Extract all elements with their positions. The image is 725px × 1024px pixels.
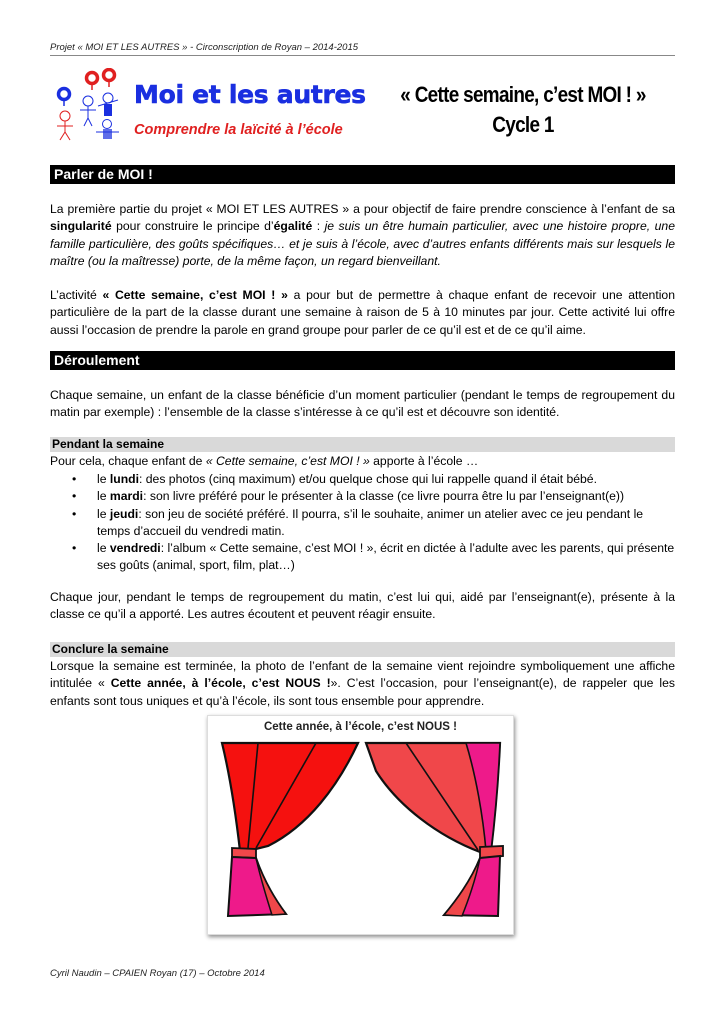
running-header: Projet « MOI ET LES AUTRES » - Circonscription de Royan – 2014-2015 [50,42,359,53]
text: : des photos (cinq maximum) et/ou quelque chose qui lui rappelle quand il était bébé. [138,472,597,486]
text: le [97,472,110,486]
text: ». C’est l’occasion, pour l’enseignant(e), de rappeler que les enfants sont tous uniques et qu’à l’école, ils sont tous ensemble pour apprendre. [50,676,675,708]
poster-image [207,715,514,935]
italic-activity: « Cette semaine, c’est MOI ! » [205,454,370,468]
list-item-mardi [50,488,675,505]
logo-title: Moi et les autres [134,80,366,109]
subheading-conclure: Conclure la semaine [50,642,675,657]
document-title [390,80,657,140]
paragraph-lead [50,453,675,470]
list-item-lundi [50,471,675,488]
title-line-2: Cycle 1 [492,112,554,137]
bold-poster-name: Cette année, à l’école, c’est NOUS ! [110,676,331,691]
text: pour construire le principe d’ [111,219,274,234]
title-line-1: « Cette semaine, c’est MOI ! » [400,82,646,107]
day-name: mardi [109,489,144,504]
subheading-pendant: Pendant la semaine [50,437,675,452]
paragraph-daily: Chaque jour, pendant le temps de regroupement du matin, c’est lui qui, aidé par l’enseignant(e), présente à la classe ce qu’il a apporté. Les autres écoutent et peuvent réagir ensuite. [50,590,675,622]
text: : son jeu de société préféré. Il pourra, s’il le souhaite, animer un atelier avec ce jeu pendant le temps d’accueil du vendredi matin. [97,506,644,538]
theater-curtain-icon [208,716,513,934]
text: : [312,219,325,234]
paragraph-deroulement: Chaque semaine, un enfant de la classe bénéficie d’un moment particulier (pendant le temps de regroupement du matin par exemple) : l’ensemble de la classe s’intéresse à ce qu’il est et découvre son identité. [50,388,675,420]
bold-activity-name: « Cette semaine, c’est MOI ! » [102,288,288,302]
bullet-icon: • [72,489,77,504]
text: a pour but de permettre à chaque enfant de recevoir une attention particulière de la part de la classe durant une semaine à raison de 5 à 10 minutes par jour. Cette activité lui offre aussi l’occasion de prendre la parole en grand groupe pour parler de ce qu’il est et de ce qu’il aime. [50,288,675,337]
logo-subtitle: Comprendre la laïcité à l’école [134,122,343,138]
children-drawing-icon [52,68,134,146]
page-footer: Cyril Naudin – CPAIEN Royan (17) – Octobre 2014 [50,968,265,979]
text: apporte à l’école … [369,454,479,468]
text: La première partie du projet « MOI ET LES AUTRES » a pour objectif de faire prendre conscience à l’enfant de sa [50,202,675,216]
bold-egalite: égalité [273,219,313,234]
text: : son livre préféré pour le présenter à la classe (ce livre pourra être lu par l’enseignant(e)) [143,489,625,504]
days-list [50,471,675,575]
bullet-icon: • [72,506,77,521]
paragraph-intro [50,201,675,270]
text: le [97,489,110,504]
day-name: jeudi [109,506,139,521]
section-heading-parler: Parler de MOI ! [50,165,675,184]
paragraph-conclure [50,658,675,710]
text: : l’album « Cette semaine, c’est MOI ! », écrit en dictée à l’adulte avec les parents, qui présente ses goûts (animal, sport, film, plat…) [97,541,675,573]
bold-singularite: singularité [50,219,112,234]
section-heading-deroulement: Déroulement [50,351,675,370]
italic-quote: je suis un être humain particulier, avec une histoire propre, une famille particulière, des goûts spécifiques… et je suis à l’école, avec d’autres enfants différents mais sur lesquels le maître (ou la maîtresse) porte, de la même façon, un regard bienveillant. [50,219,675,268]
text: le [97,506,110,521]
text: Lorsque la semaine est terminée, la photo de l’enfant de la semaine vient rejoindre symboliquement une affiche intitulée « [50,659,675,691]
header-divider [50,55,675,56]
bullet-icon: • [72,541,77,556]
text: L’activité [50,288,103,302]
day-name: lundi [109,472,139,486]
text: Pour cela, chaque enfant de [50,454,206,468]
project-logo [52,68,366,146]
bullet-icon: • [72,472,77,486]
paragraph-activity [50,287,675,339]
list-item-vendredi [50,540,675,575]
text: le [97,541,110,556]
list-item-jeudi [50,506,675,541]
poster-title: Cette année, à l’école, c’est NOUS ! [263,721,457,733]
day-name: vendredi [109,541,161,556]
